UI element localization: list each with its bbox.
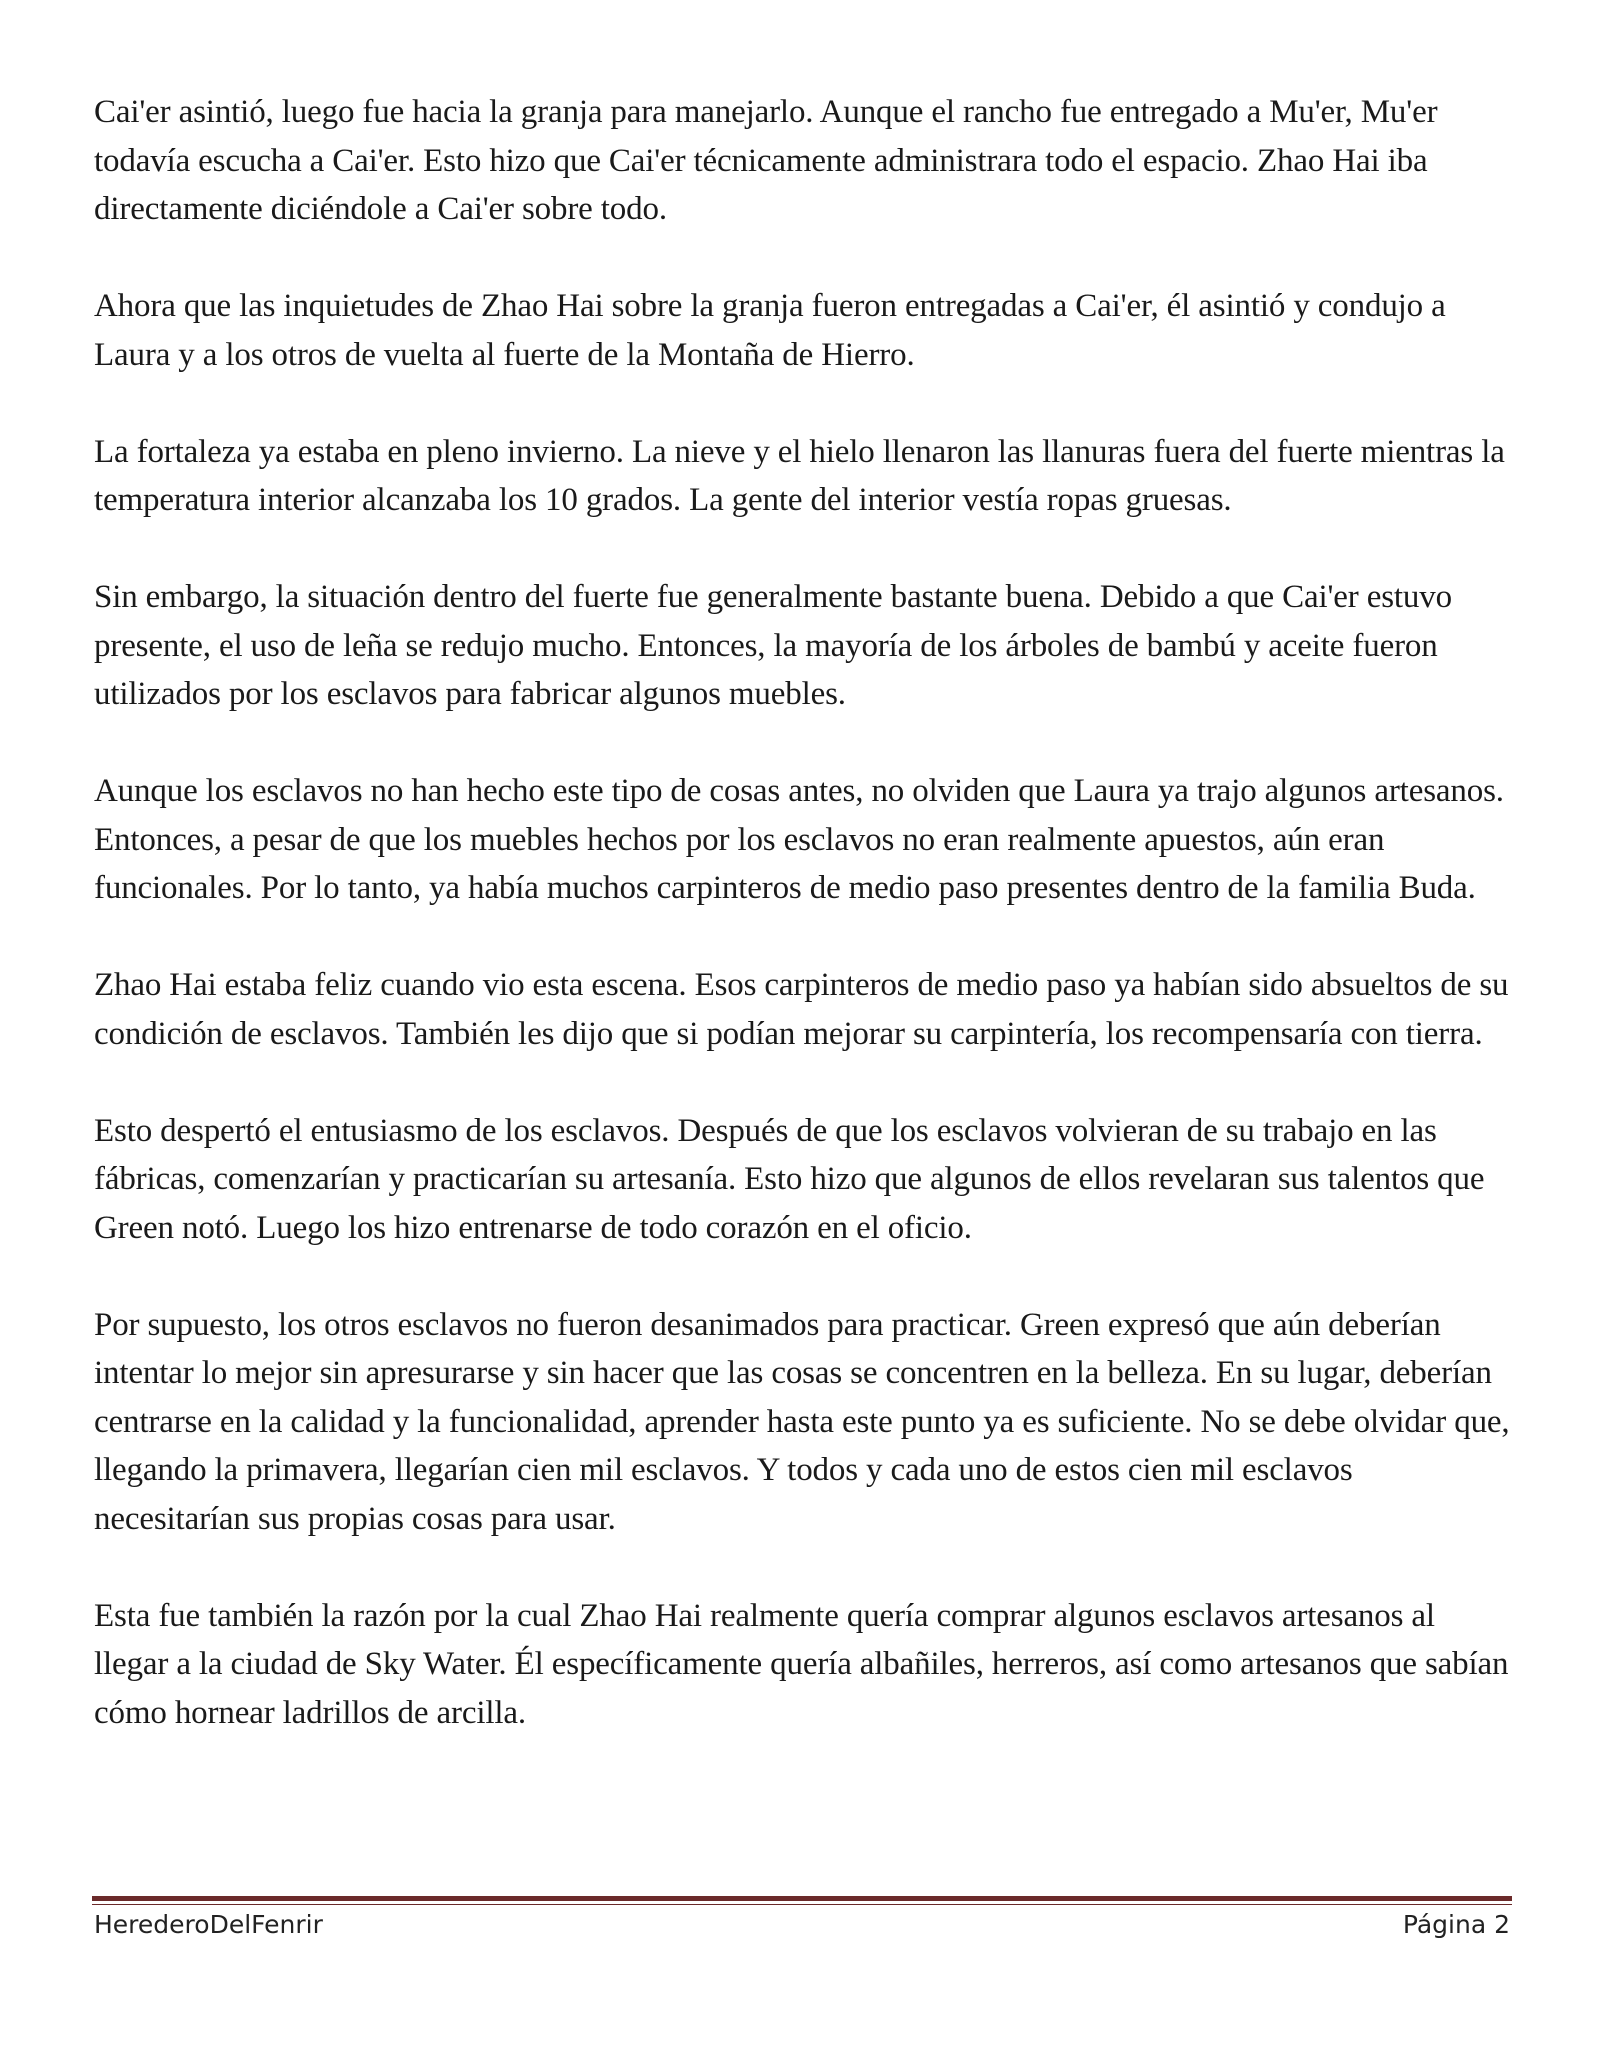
paragraph-4: Sin embargo, la situación dentro del fuerte fue generalmente bastante buena. Debido a que Cai'er estuvo presente, el uso de leña se redujo mucho. Entonces, la mayoría de los árboles de bambú y aceite fueron utilizados por los esclavos para fabricar algunos muebles.	[94, 579, 1452, 712]
paragraph-5: Aunque los esclavos no han hecho este tipo de cosas antes, no olviden que Laura ya trajo algunos artesanos. Entonces, a pesar de que los muebles hechos por los esclavos no eran realmente apuestos, aún eran funcionales. Por lo tanto, ya había muchos carpinteros de medio paso presentes dentro de la familia Buda.	[94, 773, 1504, 906]
paragraph-2: Ahora que las inquietudes de Zhao Hai sobre la granja fueron entregadas a Cai'er, él asintió y condujo a Laura y a los otros de vuelta al fuerte de la Montaña de Hierro.	[94, 288, 1446, 373]
footer-divider	[92, 1896, 1512, 1905]
page-body	[94, 88, 1514, 1786]
paragraph-7: Esto despertó el entusiasmo de los esclavos. Después de que los esclavos volvieran de su trabajo en las fábricas, comenzarían y practicarían su artesanía. Esto hizo que algunos de ellos revelaran sus talentos que Green notó. Luego los hizo entrenarse de todo corazón en el oficio.	[94, 1112, 1485, 1246]
paragraph-6: Zhao Hai estaba feliz cuando vio esta escena. Esos carpinteros de medio paso ya habían sido absueltos de su condición de esclavos. También les dijo que si podían mejorar su carpintería, los recompensaría con tierra.	[94, 967, 1509, 1052]
page-footer	[94, 1910, 1510, 1939]
footer-divider-thick	[92, 1896, 1512, 1901]
paragraph-9: Esta fue también la razón por la cual Zhao Hai realmente quería comprar algunos esclavos artesanos al llegar a la ciudad de Sky Water. Él específicamente quería albañiles, herreros, así como artesanos que sabían cómo hornear ladrillos de arcilla.	[94, 1597, 1509, 1731]
paragraph-1: Cai'er asintió, luego fue hacia la granja para manejarlo. Aunque el rancho fue entregado a Mu'er, Mu'er todavía escucha a Cai'er. Esto hizo que Cai'er técnicamente administrara todo el espacio. Zhao Hai iba directamente diciéndole a Cai'er sobre todo.	[94, 94, 1438, 227]
footer-divider-thin	[92, 1904, 1512, 1905]
footer-page-number: Página 2	[1402, 1910, 1510, 1939]
paragraph-8: Por supuesto, los otros esclavos no fueron desanimados para practicar. Green expresó que aún deberían intentar lo mejor sin apresurarse y sin hacer que las cosas se concentren en la belleza. En su lugar, deberían centrarse en la calidad y la funcionalidad, aprender hasta este punto ya es suficiente. No se debe olvidar que, llegando la primavera, llegarían cien mil esclavos. Y todos y cada uno de estos cien mil esclavos necesitarían sus propias cosas para usar.	[94, 1306, 1510, 1537]
footer-author: HerederoDelFenrir	[94, 1910, 323, 1939]
paragraph-3: La fortaleza ya estaba en pleno invierno. La nieve y el hielo llenaron las llanuras fuera del fuerte mientras la temperatura interior alcanzaba los 10 grados. La gente del interior vestía ropas gruesas.	[94, 433, 1505, 518]
